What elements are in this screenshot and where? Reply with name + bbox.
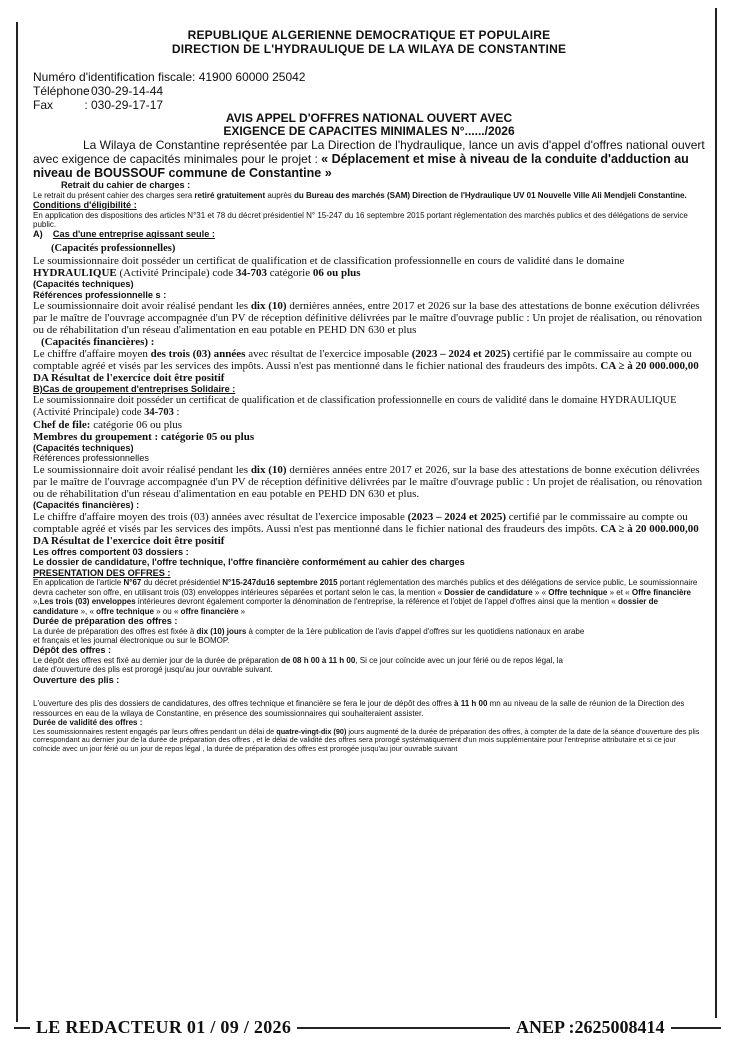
b-cap-fin-heading: (Capacités financières) : xyxy=(33,499,140,510)
presentation-b9: offre financière xyxy=(180,606,239,616)
presentation-p4: » « xyxy=(532,587,549,597)
a-cap-tech-heading: (Capacités techniques) xyxy=(33,279,134,289)
a-cap-pro-mid: (Activité Principale) code xyxy=(116,267,236,279)
depot-p2: , Si ce jour coïncide avec un jour férié ou de repos légal, la xyxy=(355,655,563,665)
presentation-b3: Dossier de candidature xyxy=(444,587,533,597)
retrait-paragraph xyxy=(33,191,705,200)
b-ref-text xyxy=(33,464,705,500)
validite-heading: Durée de validité des offres : xyxy=(33,718,143,728)
retrait-office: du Bureau des marchés (SAM) Direction de l'Hydraulique UV 01 Nouvelle Ville Ali Mendjeli Constantine. xyxy=(294,190,687,200)
presentation-b1: N°67 xyxy=(123,578,142,588)
eligibility-text: En application des dispositions des articles N°31 et 78 du décret présidentiel N° 15-247 du 16 septembre 2015 portant réglementation des marchés publics et des délégations de service public. xyxy=(33,210,688,229)
a-fin-pre: Le chiffre d'affaire moyen xyxy=(33,348,151,361)
b-cap-pro-body: Le soumissionnaire doit posséder un certificat de qualification et de classification professionnelle en cours de validité dans le domaine HYDRAULIQUE (Activité Principale) code xyxy=(33,394,677,418)
section-a-title: Cas d'une entreprise agissant seule : xyxy=(52,229,215,240)
header-direction: DIRECTION DE L'HYDRAULIQUE DE LA WILAYA DE CONSTANTINE xyxy=(171,42,567,56)
presentation-p9: » ou « xyxy=(153,606,181,616)
b-cap-pro-text: Le soumissionnaire doit posséder un certificat de qualification et de classification professionnelle en cours de validité dans le domaine HYDRAULIQUE (Activité Principale) code 34-703 : xyxy=(33,394,677,418)
phone-line xyxy=(33,84,705,98)
b-fin-pre: Le chiffre d'affaire moyen des trois (03) années avec résultat de l'exercice imposable xyxy=(33,510,408,523)
project-name: « Déplacement et mise à niveau de la conduite d'adduction au niveau de BOUSSOUF commune de Constantine » xyxy=(33,152,689,180)
a-cap-pro-text xyxy=(33,255,705,279)
a-fin-mid2: certifié par le commissaire au compte ou comptable agréé et visés par les services des impôts. Aussi n'est pas mentionné dans le fichier national des fraudeurs des impôts. xyxy=(33,348,692,373)
presentation-b5: Offre financière xyxy=(631,587,691,597)
retrait-free: retiré gratuitement xyxy=(194,190,266,200)
duree-prep-b1: dix (10) jours xyxy=(196,626,247,636)
presentation-p3: portant réglementation des marchés publics et des délégations de service public, Le soumissionnaire devra cacheter son offre, en utilisant trois (03) enveloppes intérieures séparées et portant selon le cas, la mention « xyxy=(33,578,698,597)
validite-b1: quatre-vingt-dix (90) xyxy=(276,726,347,736)
section-a-label: A) xyxy=(33,229,43,240)
chef-de-file xyxy=(33,419,705,431)
fax-label: Fax xyxy=(33,98,54,112)
notice-title-1: AVIS APPEL D'OFFRES NATIONAL OUVERT AVEC xyxy=(225,111,513,125)
a-ref-text xyxy=(33,300,705,336)
depot-p1: Le dépôt des offres est fixé au dernier jour de la durée de préparation xyxy=(33,655,282,665)
presentation-p6: », xyxy=(33,597,40,607)
presentation-b8: offre technique xyxy=(96,606,154,616)
retrait-pre: Le retrait du présent cahier des charges sera xyxy=(33,190,195,200)
header-republic: REPUBLIQUE ALGERIENNE DEMOCRATIQUE ET POPULAIRE xyxy=(187,28,551,42)
phone-value: : 030-29-14-44 xyxy=(84,84,164,98)
a-cap-pro-cat-pre: catégorie xyxy=(267,267,313,279)
depot-heading: Dépôt des offres : xyxy=(33,645,112,656)
ouverture-p2: mn au niveau de la salle de réunion de la Direction des ressources en eau de la wilaya de Constantine, en présence des soumissionnaires qui souhaiteraient assister. xyxy=(33,699,685,718)
b-fin-mid: certifié par le commissaire au compte ou comptable agréé et visés par les services des impôts. Aussi n'est pas mentionné dans le fichier national des fraudeurs des impôts. xyxy=(33,510,688,535)
b-fin-text xyxy=(33,511,705,547)
validite-p2: jours augmenté de la durée de préparation des offres, à compter de la date de la séance d'ouverture des plis correspondant au dernier jour de la durée de préparation des offres , et le délai de validité des offres sera prorogé systématiquement d'un mois supplémentaire pour l'entreprise attributaire et si ce jour coïncide avec un jour férié ou un jour de repos légal , la durée de préparation des offres est prorogée jusqu'au jour ouvrable suivant xyxy=(33,726,700,753)
presentation-b4: Offre technique xyxy=(548,587,608,597)
a-cap-fin-heading: (Capacités financières) : xyxy=(41,336,155,349)
footer-redacteur: LE REDACTEUR 01 / 09 / 2026 xyxy=(30,1015,297,1039)
footer xyxy=(14,1015,721,1041)
document-content xyxy=(33,28,705,753)
a-ref-years: dix (10) xyxy=(250,300,287,313)
intro-paragraph xyxy=(33,138,705,180)
presentation-heading: PRESENTATION DES OFFRES : xyxy=(33,567,171,578)
notice-title-2: EXIGENCE DE CAPACITES MINIMALES N°....../2026 xyxy=(223,124,515,138)
a-cap-pro-code: 34-703 xyxy=(235,267,268,279)
ouverture-text xyxy=(33,699,705,718)
b-fin-period: (2023 – 2024 et 2025) xyxy=(407,510,507,523)
footer-anep: ANEP :2625008414 xyxy=(510,1015,671,1039)
ouverture-b1: à 11 h 00 xyxy=(454,699,488,709)
presentation-b6: Les trois (03) enveloppes xyxy=(39,597,136,607)
duree-prep-text xyxy=(33,627,705,636)
presentation-text xyxy=(33,578,705,616)
duree-prep-p1: La durée de préparation des offres est fixée à xyxy=(33,626,197,636)
presentation-p7: intérieures devront également comporter la dénomination de l'entreprise, la référence et l'objet de l'appel d'offres ainsi que la mention « xyxy=(135,597,618,607)
left-border xyxy=(16,22,18,1022)
a-ref-body: dernières années, entre 2017 et 2026 sur la base des attestations de bonne exécution délivrées par le maître de l'ouvrage accompagnée d'un PV de réception définitive délivrées par le maître d'ouvrage public : Un projet de réalisation, ou rénovation ou de réhabilitation d'un réseau d'alimentation en eau potable en PEHD DN 630 et plus xyxy=(33,300,703,337)
presentation-p5: » et « xyxy=(607,587,632,597)
b-cap-tech-heading: (Capacités techniques) xyxy=(33,442,134,453)
validite-text xyxy=(33,728,705,754)
offres-text: Le dossier de candidature, l'offre technique, l'offre financière conformément au cahier des charges xyxy=(33,557,465,568)
a-cap-pro-cat: 06 ou plus xyxy=(312,267,361,279)
retrait-heading: Retrait du cahier de charges : xyxy=(61,180,191,190)
ouverture-heading: Ouverture des plis : xyxy=(33,674,120,685)
phone-label: Téléphone xyxy=(33,84,90,98)
b-ref-heading: Références professionnelles xyxy=(33,453,149,464)
a-fin-mid1: avec résultat de l'exercice imposable xyxy=(245,348,412,361)
eligibility-heading: Conditions d'éligibilité : xyxy=(33,200,137,210)
presentation-p2: du décret présidentiel xyxy=(141,578,223,588)
presentation-b2: N°15-247du16 septembre 2015 xyxy=(222,578,338,588)
membres-groupement: Membres du groupement : catégorie 05 ou plus xyxy=(33,430,255,443)
presentation-p1: En application de l'article xyxy=(33,578,124,588)
depot-text xyxy=(33,656,705,665)
section-b-heading: B)Cas de groupement d'entreprises Solidaire : xyxy=(33,384,236,395)
a-ref-pre: Le soumissionnaire doit avoir réalisé pendant les xyxy=(33,300,251,313)
retrait-mid: auprès xyxy=(265,190,295,200)
presentation-b7: dossier de candidature xyxy=(33,597,658,616)
depot-b1: de 08 h 00 à 11 h 00 xyxy=(281,655,356,665)
b-ref-body: dernières années entre 2017 et 2026, sur la base des attestations de bonne exécution délivrées par le maître de l'ouvrage accompagnée d'un PV de réception définitive délivrées par le maître d'ouvrage public : Un projet de réalisation, ou rénovation ou de réhabilitation d'un réseau d'alimentation en eau potable en PEHD DN 630 et plus. xyxy=(33,463,703,500)
b-ref-years: dix (10) xyxy=(250,463,287,476)
depot-line2: date d'ouverture des plis est prorogé jusqu'au jour ouvrable suivant. xyxy=(33,665,273,675)
b-ref-pre: Le soumissionnaire doit avoir réalisé pendant les xyxy=(33,463,251,476)
a-cap-pro-domain: HYDRAULIQUE xyxy=(33,267,117,279)
fax-value: : 030-29-17-17 xyxy=(84,98,164,112)
a-fin-period: (2023 – 2024 et 2025) xyxy=(411,348,511,361)
a-fin-ca: CA ≥ à 20 000.000,00 DA Résultat de l'exercice doit être positif xyxy=(33,360,699,385)
a-cap-pro-heading: (Capacités professionnelles) xyxy=(51,243,176,254)
ouverture-p1: L'ouverture des plis des dossiers de candidatures, des offres technique et financière se fera le jour de dépôt des offres xyxy=(33,699,455,709)
chef-label: Chef de file: xyxy=(33,418,91,431)
a-fin-years: des trois (03) années xyxy=(150,348,246,361)
offres-heading: Les offres comportent 03 dossiers : xyxy=(33,546,189,557)
b-cap-pro-code: 34-703 xyxy=(144,406,174,418)
right-border xyxy=(715,8,717,1018)
validite-p1: Les soumissionnaires restent engagés par leurs offres pendant un délai de xyxy=(33,726,277,736)
duree-prep-p2: à compter de la 1ère publication de l'avis d'appel d'offres sur les quotidiens nationaux en arabe xyxy=(246,626,585,636)
section-a-heading xyxy=(33,229,705,240)
duree-prep-line2: et français et les journal électronique ou sur le BOMOP. xyxy=(33,635,230,645)
nif-line: Numéro d'identification fiscale: 41900 60000 25042 xyxy=(33,70,306,84)
b-fin-ca: CA ≥ à 20 000.000,00 DA Résultat de l'exercice doit être positif xyxy=(33,522,699,547)
intro-text: La Wilaya de Constantine représentée par La Direction de l'hydraulique, lance un avis d'appel d'offres national ouvert avec exigence de capacités minimales pour le projet : xyxy=(33,138,705,166)
a-fin-text xyxy=(33,348,705,384)
duree-prep-heading: Durée de préparation des offres : xyxy=(33,615,178,626)
presentation-p8: », « xyxy=(78,606,97,616)
chef-value: catégorie 06 ou plus xyxy=(90,418,183,431)
a-cap-pro-pre: Le soumissionnaire doit posséder un certificat de qualification et de classification professionnelle en cours de validité dans le domaine xyxy=(33,255,625,267)
a-ref-heading: Références professionnelle s : xyxy=(33,289,167,300)
fax-line xyxy=(33,98,705,112)
presentation-p10: » xyxy=(238,606,246,616)
